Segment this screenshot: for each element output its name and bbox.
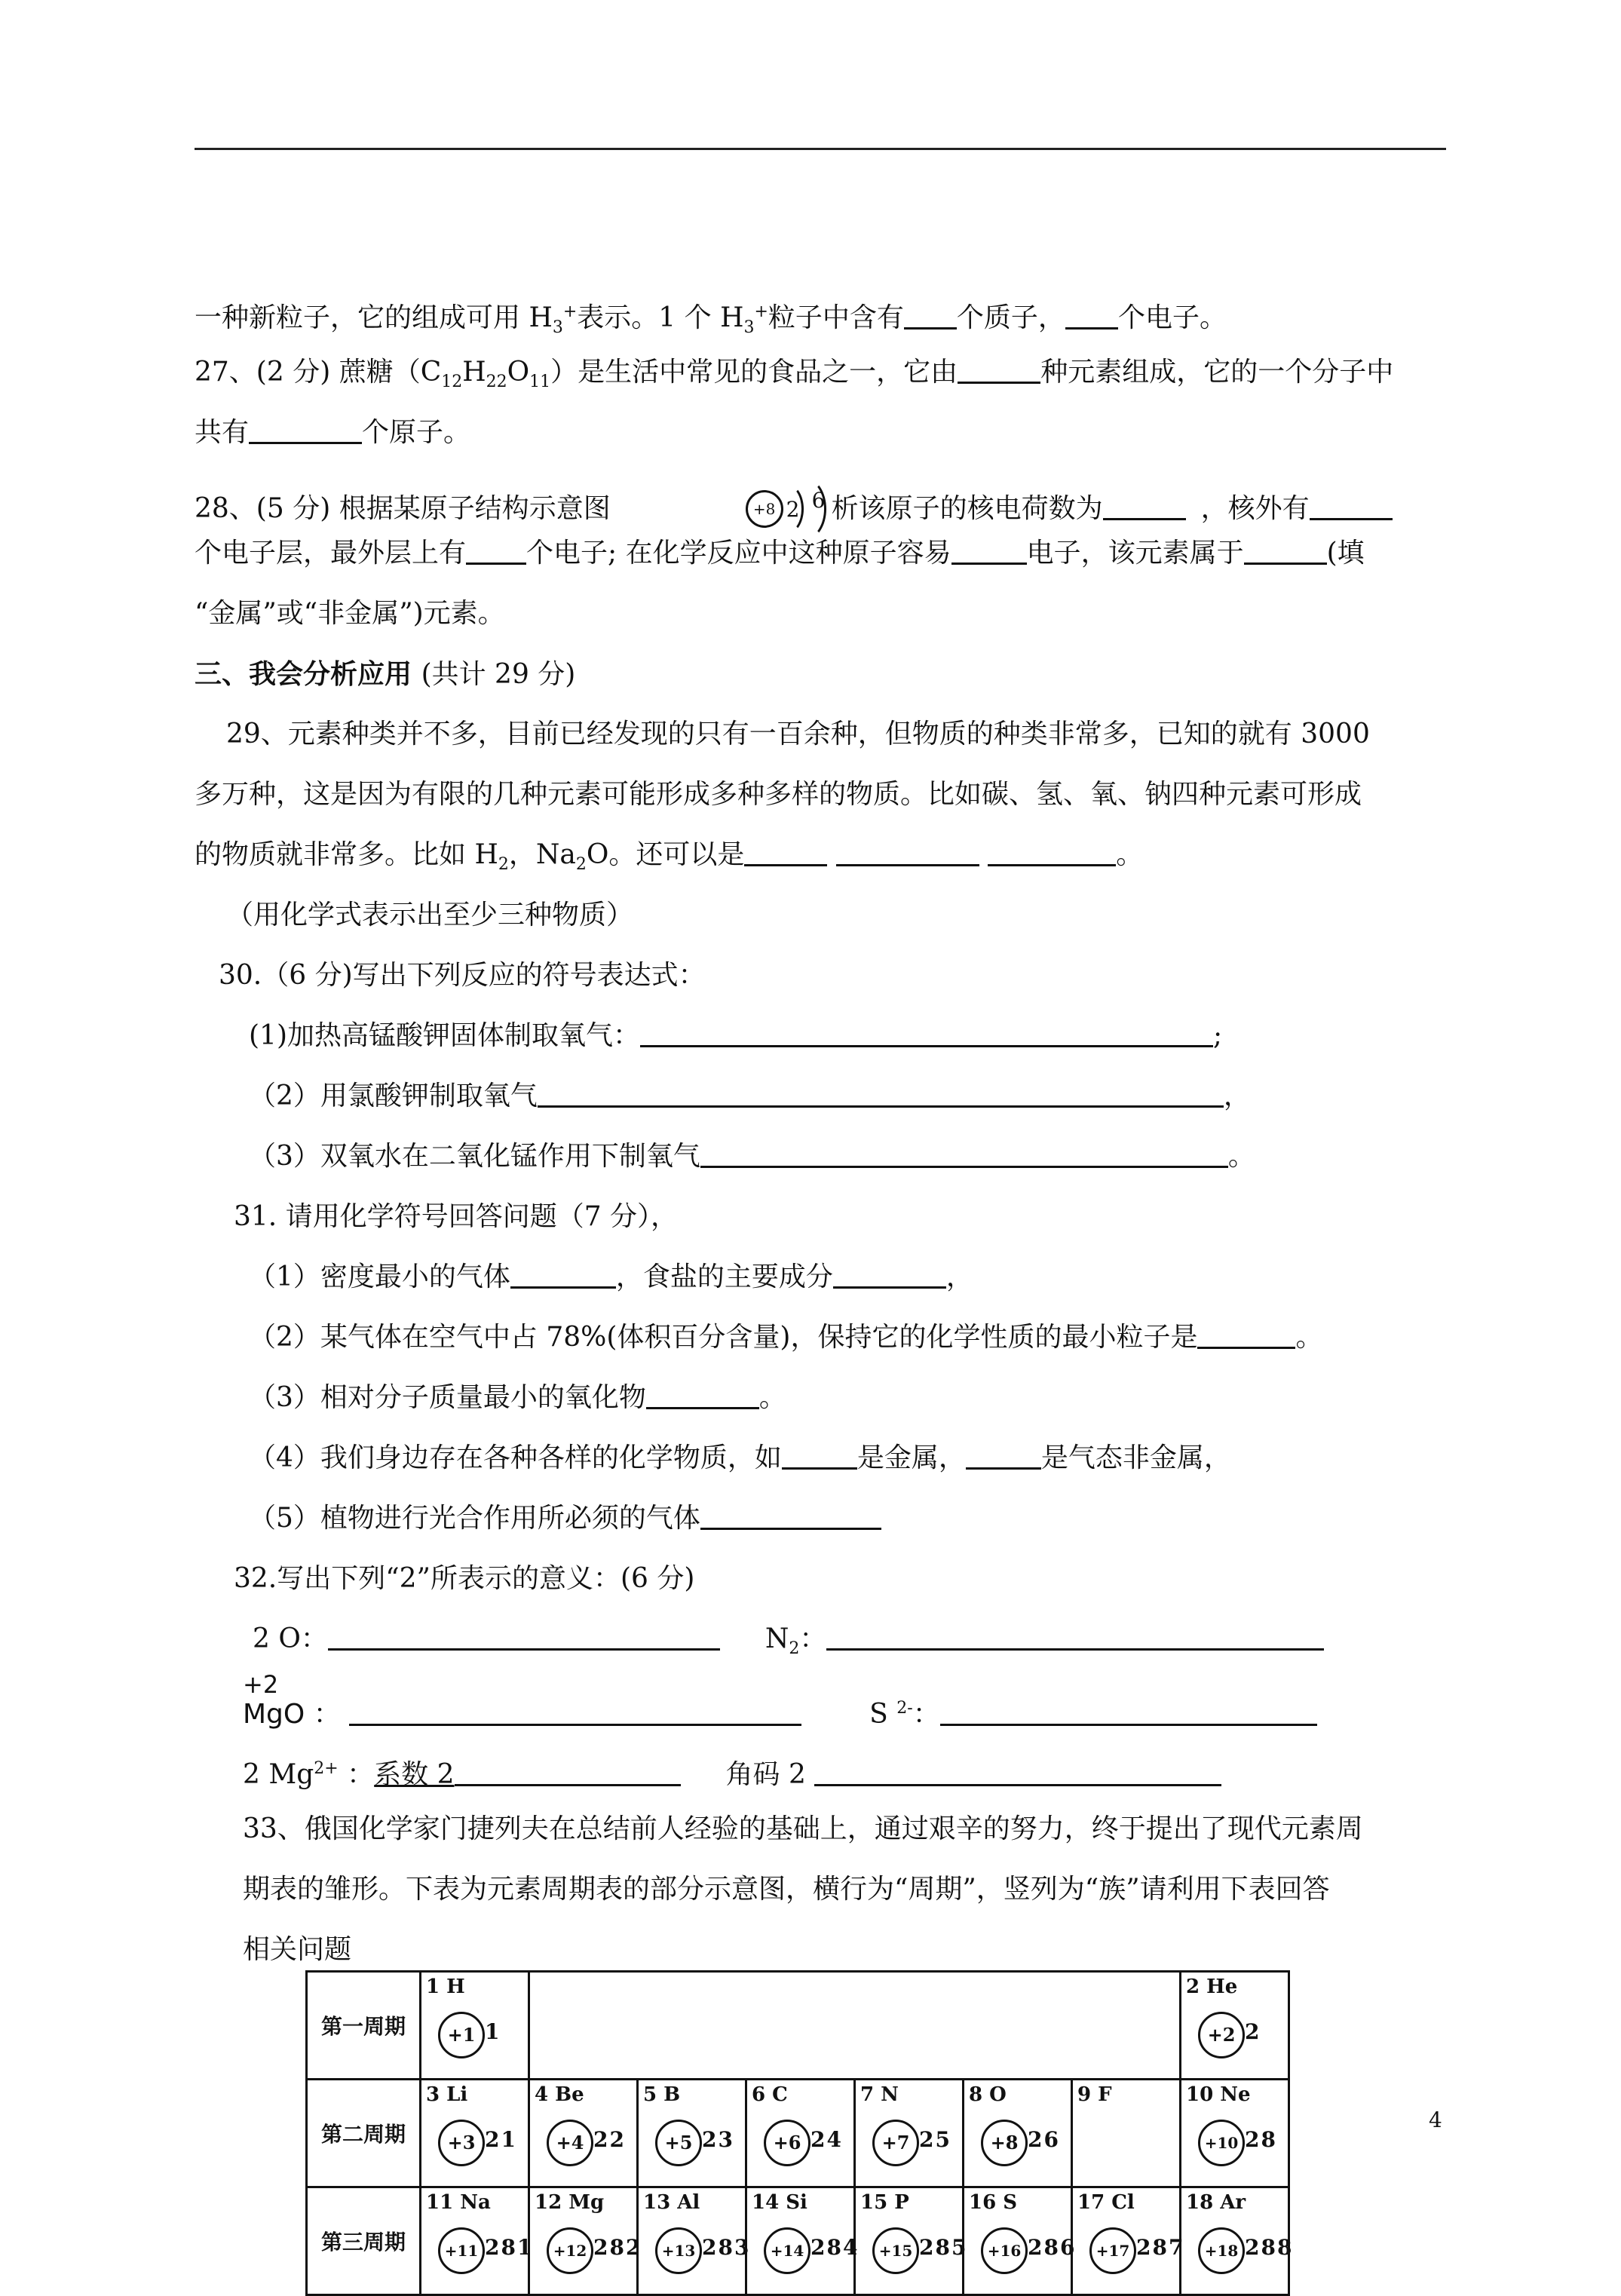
period-label: 第三周期	[307, 2187, 421, 2295]
element-cell: 8 O +8 26	[964, 2080, 1072, 2187]
answer-blank[interactable]	[1065, 302, 1118, 330]
answer-blank[interactable]	[988, 838, 1116, 866]
section-3-heading: 三、我会分析应用 (共计 29 分)	[195, 658, 576, 690]
element-cell: 16 S +16 286	[964, 2187, 1072, 2295]
question-27: 27、(2 分) 蔗糖$(C_{12}H_{22}O_{11})$是生活中常见的食品之一，它由 种元素组成，它的一个分子中	[195, 357, 1394, 392]
answer-blank[interactable]	[700, 1502, 881, 1530]
question-29-cont2: 的物质就非常多。比如 $H_2$，$Na_2O$。还可以是 。	[195, 839, 1144, 875]
question-30-2: （2）用氯酸钾制取氧气 ，	[249, 1081, 1251, 1111]
element-cell: 5 B +5 23	[638, 2080, 746, 2187]
question-32: 32.写出下列“2”所表示的意义：(6 分)	[234, 1563, 695, 1594]
question-31-2: （2）某气体在空气中占 78%(体积百分含量)，保持它的化学性质的最小粒子是 。	[249, 1322, 1323, 1353]
question-31-3: （3）相对分子质量最小的氧化物 。	[249, 1382, 786, 1413]
answer-blank[interactable]	[814, 1758, 1221, 1786]
question-33-cont2: 相关问题	[243, 1934, 352, 1965]
question-33-cont1: 期表的雏形。下表为元素周期表的部分示意图，横行为“周期”，竖列为“族”请利用下表回答	[243, 1874, 1330, 1905]
element-cell: 13 Al +13 283	[638, 2187, 746, 2295]
answer-blank[interactable]	[1310, 492, 1393, 520]
question-31-4: （4）我们身边存在各种各样的化学物质，如 是金属， 是气态非金属，	[249, 1442, 1231, 1473]
question-29-cont1: 多万种，这是因为有限的几种元素可能形成多种多样的物质。比如碳、氢、氧、钠四种元素可形成	[195, 779, 1362, 810]
question-30-1: (1)加热高锰酸钾固体制取氧气： ;	[249, 1020, 1223, 1051]
answer-blank[interactable]	[826, 1623, 1324, 1651]
element-cell: 2 He +2 2	[1181, 1972, 1289, 2080]
answer-blank[interactable]	[1197, 1321, 1295, 1349]
answer-blank[interactable]	[510, 1261, 616, 1289]
element-cell: 17 Cl +17 287	[1072, 2187, 1181, 2295]
element-cell: 1 H +1 1	[421, 1972, 529, 2080]
question-29: 29、元素种类并不多，目前已经发现的只有一百余种，但物质的种类非常多，已知的就有 3000	[226, 719, 1370, 749]
answer-blank[interactable]	[833, 1261, 946, 1289]
answer-blank[interactable]	[782, 1442, 857, 1470]
question-28-cont: 个电子层，最外层上有 个电子; 在化学反应中这种原子容易 电子，该元素属于 (填	[195, 538, 1365, 569]
answer-blank[interactable]	[904, 302, 957, 330]
answer-blank[interactable]	[700, 1140, 1228, 1168]
answer-blank[interactable]	[538, 1080, 1224, 1108]
answer-blank[interactable]	[940, 1698, 1317, 1726]
element-cell: 7 N +7 25	[855, 2080, 964, 2187]
question-28-end: “金属”或“非金属”)元素。	[195, 598, 505, 629]
period-label: 第二周期	[307, 2080, 421, 2187]
answer-blank[interactable]	[1244, 537, 1327, 565]
question-30-3: （3）双氧水在二氧化锰作用下制氧气 。	[249, 1141, 1255, 1172]
question-29-hint: （用化学式表示出至少三种物质）	[226, 900, 634, 930]
answer-blank[interactable]	[328, 1623, 720, 1651]
element-cell: 14 Si +14 284	[746, 2187, 855, 2295]
element-cell: 10 Ne +10 28	[1181, 2080, 1289, 2187]
question-30: 30.（6 分)写出下列反应的符号表达式：	[219, 960, 706, 991]
answer-blank[interactable]	[958, 356, 1040, 384]
question-32-row3: 2 $Mg^{2+}$ ：系数 2 角码 2	[243, 1752, 1221, 1792]
question-31: 31. 请用化学符号回答问题（7 分），	[234, 1201, 679, 1232]
element-cell: 3 Li +3 21	[421, 2080, 529, 2187]
answer-blank[interactable]	[744, 838, 827, 866]
question-32-row1: 2 O： $N_2$：	[253, 1623, 1324, 1666]
answer-blank[interactable]	[966, 1442, 1041, 1470]
header-rule	[195, 148, 1446, 150]
question-31-1: （1）密度最小的气体 ，食盐的主要成分 ，	[249, 1261, 973, 1292]
element-cell: 15 P +15 285	[855, 2187, 964, 2295]
question-28: 28、(5 分) 根据某原子结构示意图 +8 2 6 析该原子的核电荷数为 ，核外有	[195, 477, 1393, 537]
question-33: 33、俄国化学家门捷列夫在总结前人经验的基础上，通过艰辛的努力，终于提出了现代元素周	[243, 1813, 1363, 1844]
mgo-valence: +2	[243, 1670, 279, 1699]
period-label: 第一周期	[307, 1972, 421, 2080]
element-cell: 12 Mg +12 282	[529, 2187, 638, 2295]
question-31-5: （5）植物进行光合作用所必须的气体	[249, 1502, 881, 1535]
element-cell: 4 Be +4 22	[529, 2080, 638, 2187]
periodic-table	[305, 1970, 1294, 2296]
answer-blank[interactable]	[836, 838, 979, 866]
answer-blank[interactable]	[349, 1698, 801, 1726]
atom-structure-diagram: +8 2 6	[741, 477, 832, 537]
question-32-row2: MgO ： S $^{2-}$：	[243, 1692, 1317, 1731]
answer-blank[interactable]	[249, 416, 362, 444]
question-27-cont: 共有 个原子。	[195, 417, 471, 448]
element-cell: 11 Na +11 281	[421, 2187, 529, 2295]
page-number: 4	[1429, 2107, 1442, 2132]
answer-blank[interactable]	[640, 1019, 1213, 1047]
answer-blank[interactable]	[646, 1381, 759, 1409]
answer-blank[interactable]	[951, 537, 1027, 565]
element-cell: 18 Ar +18 288	[1181, 2187, 1289, 2295]
element-cell: 6 C +6 24	[746, 2080, 855, 2187]
answer-blank[interactable]	[455, 1758, 681, 1786]
element-cell: 9 F	[1072, 2080, 1181, 2187]
answer-blank[interactable]	[466, 537, 526, 565]
answer-blank[interactable]	[1103, 492, 1186, 520]
question-26-tail: 一种新粒子，它的组成可用 $H_3^+$表示。1 个 $H_3^+$粒子中含有 个质子， 个电子。	[195, 302, 1227, 338]
